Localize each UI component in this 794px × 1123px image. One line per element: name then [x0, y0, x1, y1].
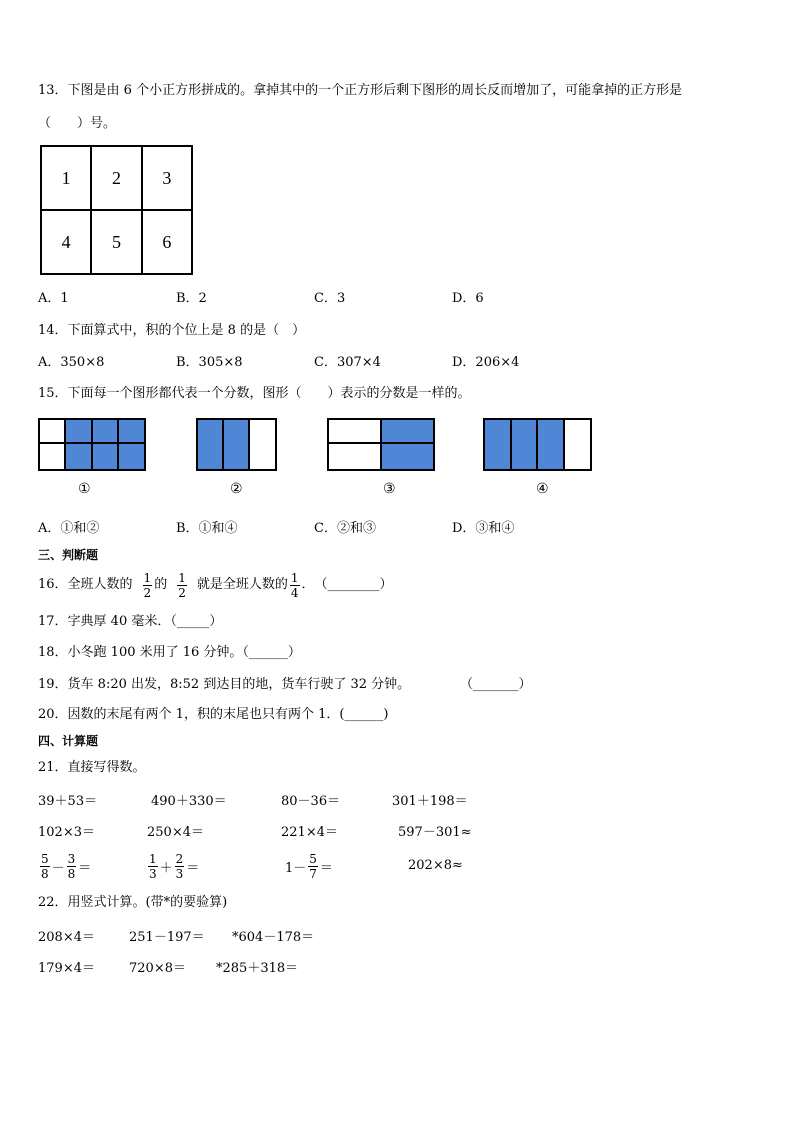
q15-figure-1	[38, 418, 146, 471]
q15-figure-2	[196, 418, 277, 471]
q22-stem: 22．用竖式计算。(带*的要验算)	[38, 895, 228, 910]
q15-figure-3	[327, 418, 435, 471]
square-6: 6	[142, 210, 192, 274]
q14-option-a: A．350×8	[38, 355, 105, 370]
q21-fraction-expr-c: 1－ $\frac{5}{7}$ ＝	[285, 851, 333, 881]
q14-option-b: B．305×8	[176, 355, 243, 370]
q13-option-a: A．1	[38, 291, 69, 306]
q15-label-2: ②	[230, 481, 243, 497]
q18: 18．小冬跑 100 米用了 16 分钟。（______）	[38, 645, 301, 660]
q16-prefix: 16．全班人数的	[38, 577, 133, 592]
q14-option-c: C．307×4	[314, 355, 381, 370]
q13-stem-line2: （ ）号。	[38, 116, 117, 131]
q16-text: 就是全班人数的	[196, 577, 288, 592]
q21-expr: 102×3＝	[38, 825, 95, 840]
q13-stem-line1: 13．下图是由 6 个小正方形拼成的。拿掉其中的一个正方形后剩下图形的周长反而增加了，可能拿掉的正方形是	[38, 83, 683, 98]
q13-option-b: B．2	[176, 291, 207, 306]
square-2: 2	[91, 146, 141, 210]
q15-figure-4	[483, 418, 592, 471]
q16-fraction-1: $\frac{1}{2}$	[143, 570, 152, 600]
q21-expr: 301＋198＝	[392, 794, 468, 809]
q21-fraction-expr-a: $\frac{5}{8}$ － $\frac{3}{8}$ ＝	[41, 851, 92, 881]
square-5: 5	[91, 210, 141, 274]
q13-square-grid	[40, 145, 193, 275]
q15-label-3: ③	[383, 481, 396, 497]
square-4: 4	[41, 210, 91, 274]
q15-option-a: A．①和②	[38, 521, 100, 536]
q14-stem: 14．下面算式中，积的个位上是 8 的是（ ）	[38, 323, 306, 338]
q21-expr: 202×8≈	[408, 858, 463, 873]
q13-option-c: C．3	[314, 291, 346, 306]
square-1: 1	[41, 146, 91, 210]
q19-answer-blank[interactable]: （_______）	[460, 677, 532, 692]
q22-expr: 179×4＝	[38, 961, 95, 976]
q16-fraction-3: $\frac{1}{4}$	[290, 570, 299, 600]
q21-expr: 597－301≈	[398, 825, 472, 840]
q15-label-4: ④	[536, 481, 549, 497]
square-3: 3	[142, 146, 192, 210]
q22-expr: *285＋318＝	[216, 961, 299, 976]
q21-expr: 80－36＝	[281, 794, 341, 809]
q13-option-d: D．6	[452, 291, 484, 306]
q22-expr: *604－178＝	[232, 930, 315, 945]
q16-mid: 的	[154, 577, 168, 592]
q21-expr: 490＋330＝	[151, 794, 227, 809]
q14-option-d: D．206×4	[452, 355, 520, 370]
q15-option-d: D．③和④	[452, 521, 515, 536]
q16-answer-blank[interactable]: ． （________）	[301, 577, 393, 592]
q19-text: 19．货车 8:20 出发，8:52 到达目的地，货车行驶了 32 分钟。	[38, 677, 411, 692]
q17: 17．字典厚 40 毫米．（_____）	[38, 614, 223, 629]
q16-fraction-2: $\frac{1}{2}$	[178, 570, 186, 600]
q20: 20．因数的末尾有两个 1，积的末尾也只有两个 1．(______)	[38, 707, 389, 722]
q21-stem: 21．直接写得数。	[38, 760, 146, 775]
q21-expr: 39＋53＝	[38, 794, 98, 809]
q16	[38, 568, 393, 602]
q15-stem: 15．下面每一个图形都代表一个分数，图形（ ）表示的分数是一样的。	[38, 386, 471, 401]
q22-expr: 251－197＝	[129, 930, 205, 945]
q22-expr: 720×8＝	[129, 961, 186, 976]
q15-label-1: ①	[78, 481, 91, 497]
section-3-heading: 三、判断题	[38, 548, 99, 562]
q21-expr: 250×4＝	[147, 825, 204, 840]
q22-expr: 208×4＝	[38, 930, 95, 945]
q15-option-b: B．①和④	[176, 521, 238, 536]
q21-fraction-expr-b: $\frac{1}{3}$ ＋ $\frac{2}{3}$ ＝	[149, 851, 200, 881]
section-4-heading: 四、计算题	[38, 734, 99, 748]
q21-expr: 221×4＝	[281, 825, 338, 840]
q15-option-c: C．②和③	[314, 521, 376, 536]
